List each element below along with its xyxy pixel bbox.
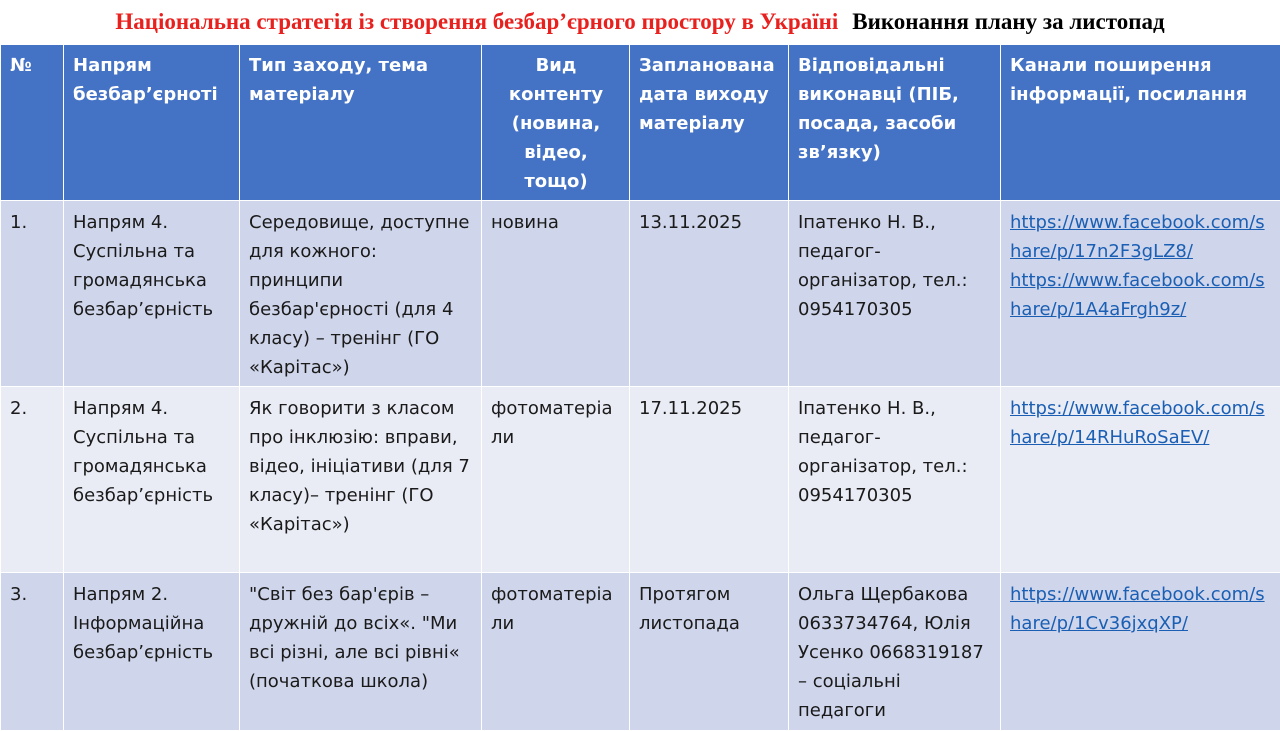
cell-links	[1001, 387, 1280, 573]
header-type: Тип заходу, тема матеріалу	[240, 45, 482, 201]
cell-date: 13.11.2025	[630, 201, 789, 387]
cell-type: "Світ без бар'єрів – дружній до всіх«. "Ми всі різні, але всі рівні« (початкова школа)	[240, 573, 482, 731]
title-subtitle: Виконання плану за листопад	[852, 9, 1164, 35]
page-title	[0, 0, 1280, 44]
facebook-link[interactable]: https://www.facebook.com/share/p/14RHuRoSaEV/	[1010, 394, 1272, 452]
table-row	[1, 201, 1280, 387]
cell-direction: Напрям 4. Суспільна та громадянська безбар’єрність	[64, 387, 240, 573]
cell-links	[1001, 573, 1280, 731]
cell-type: Середовище, доступне для кожного: принципи безбар'єрності (для 4 класу) – тренінг (ГО «Карітас»)	[240, 201, 482, 387]
header-content: Вид контенту (новина, відео, тощо)	[482, 45, 630, 201]
facebook-link[interactable]: https://www.facebook.com/share/p/1Cv36jxqXP/	[1010, 580, 1272, 638]
plan-table	[0, 44, 1280, 731]
cell-content: фотоматеріали	[482, 387, 630, 573]
cell-direction: Напрям 2. Інформаційна безбар’єрність	[64, 573, 240, 731]
table-header-row	[1, 45, 1280, 201]
cell-date: 17.11.2025	[630, 387, 789, 573]
title-main: Національна стратегія із створення безбар’єрного простору в Україні	[115, 9, 838, 35]
cell-number: 1.	[1, 201, 64, 387]
header-number: №	[1, 45, 64, 201]
cell-responsible: Ольга Щербакова 0633734764, Юлія Усенко 0668319187 – соціальні педагоги	[789, 573, 1001, 731]
header-date: Запланована дата виходу матеріалу	[630, 45, 789, 201]
cell-direction: Напрям 4. Суспільна та громадянська безбар’єрність	[64, 201, 240, 387]
cell-date: Протягом листопада	[630, 573, 789, 731]
cell-number: 3.	[1, 573, 64, 731]
cell-type: Як говорити з класом про інклюзію: вправи, відео, ініціативи (для 7 класу)– тренінг (ГО «Карітас»)	[240, 387, 482, 573]
cell-responsible: Іпатенко Н. В., педагог-організатор, тел.: 0954170305	[789, 201, 1001, 387]
cell-responsible: Іпатенко Н. В., педагог-організатор, тел.: 0954170305	[789, 387, 1001, 573]
cell-number: 2.	[1, 387, 64, 573]
header-responsible: Відповідальні виконавці (ПІБ, посада, засоби зв’язку)	[789, 45, 1001, 201]
header-direction: Напрям безбар’єрноті	[64, 45, 240, 201]
table-row	[1, 387, 1280, 573]
facebook-link[interactable]: https://www.facebook.com/share/p/1A4aFrgh9z/	[1010, 266, 1272, 324]
cell-content: фотоматеріали	[482, 573, 630, 731]
cell-content: новина	[482, 201, 630, 387]
table-row	[1, 573, 1280, 731]
cell-links	[1001, 201, 1280, 387]
facebook-link[interactable]: https://www.facebook.com/share/p/17n2F3gLZ8/	[1010, 208, 1272, 266]
header-links: Канали поширення інформації, посилання	[1001, 45, 1280, 201]
